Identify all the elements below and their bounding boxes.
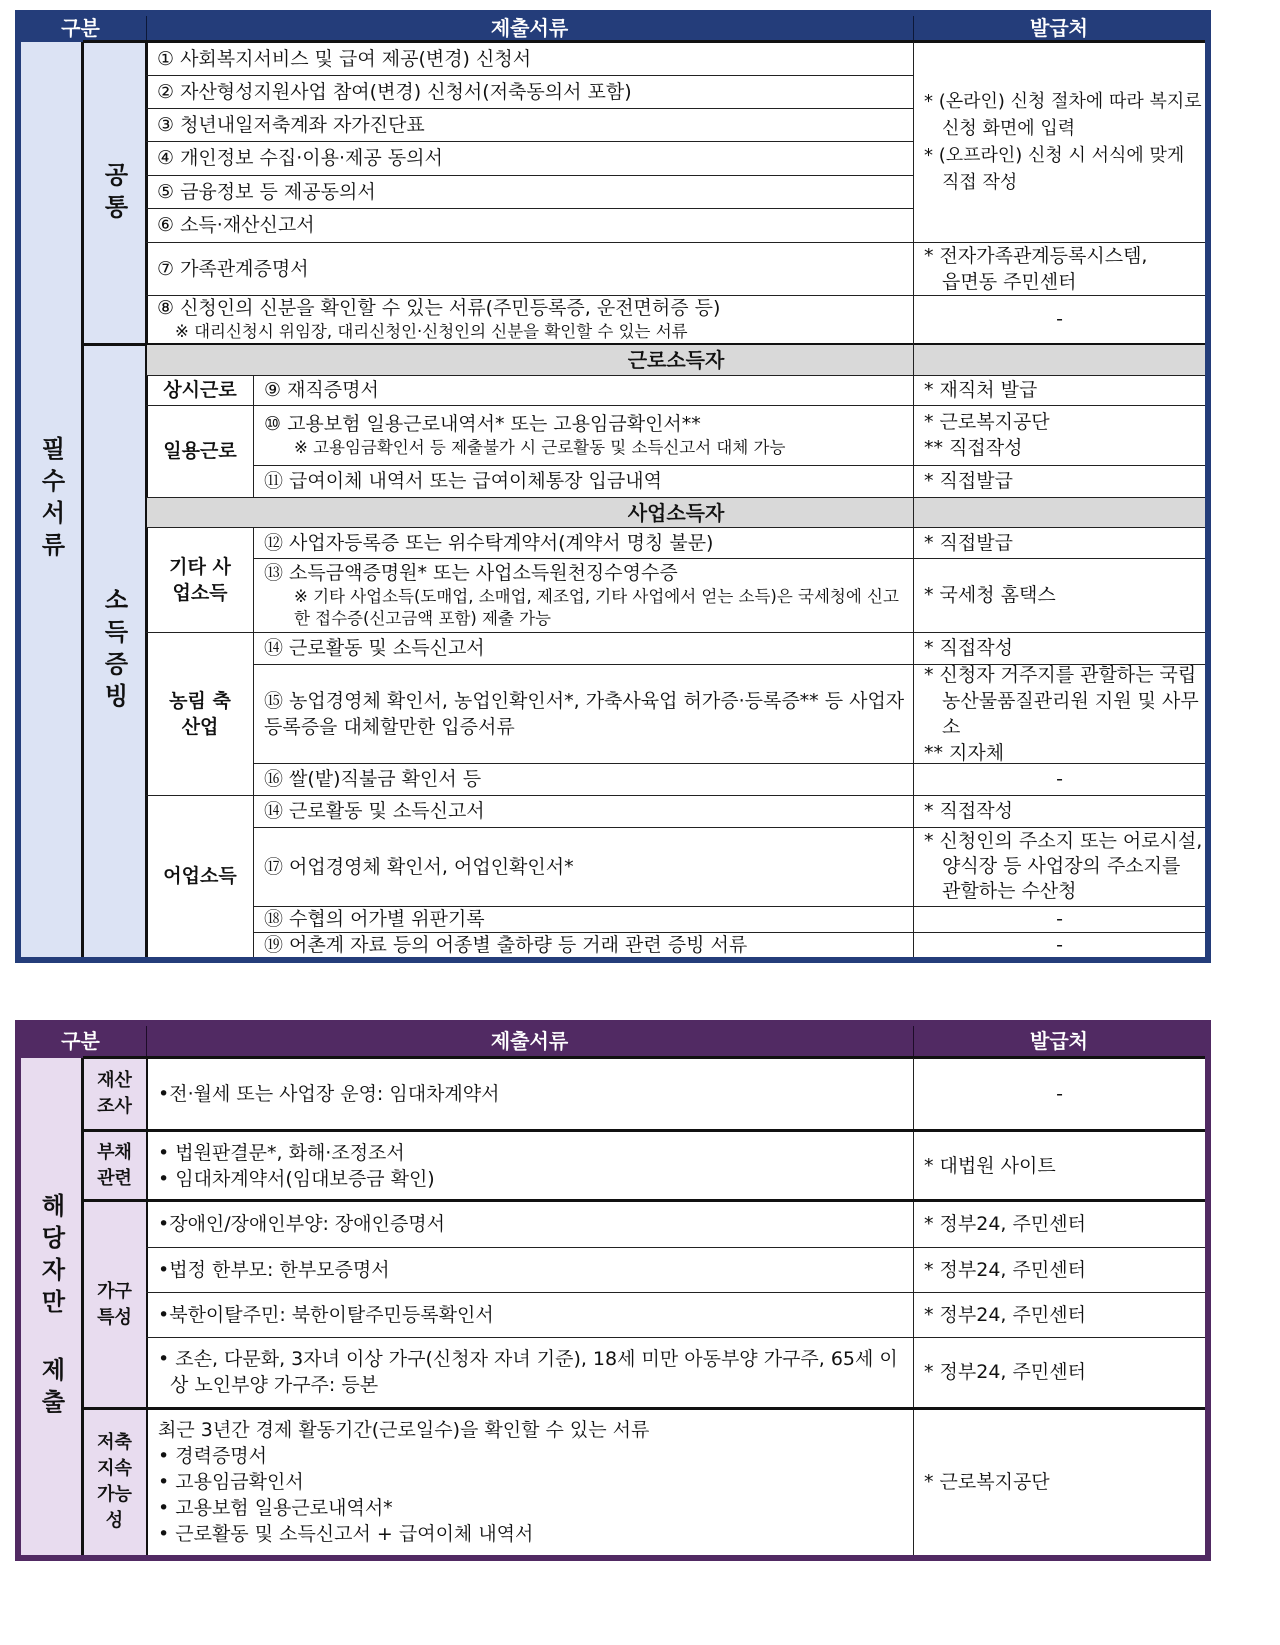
doc-row-7: ⑦ 가족관계증명서 — [157, 257, 309, 280]
issuer-line: * 근로복지공단 — [924, 411, 1050, 433]
household-item-3: • 북한이탈주민: 북한이탈주민등록확인서 — [148, 1292, 913, 1337]
header-divider — [913, 1026, 914, 1058]
label-household — [83, 1201, 146, 1408]
label-text: 저축 지속 가능 성 — [97, 1432, 132, 1531]
table2-header-category: 구분 — [61, 1028, 100, 1053]
issuer-row-19: - — [1056, 933, 1063, 956]
row-rule — [146, 108, 913, 109]
issuer-row-15 — [914, 664, 1205, 763]
debt-item: • 법원판결문*, 화해·조정조서 — [158, 1140, 405, 1166]
row-rule — [146, 141, 913, 142]
group-label-conditional: 해당자만 제출 — [37, 1192, 65, 1421]
doc-text: ⑮ 농업경영체 확인서, 농업인확인서*, 가축사육업 허가증·등록증** 등 사업자 등록증을 대체할만한 입증서류 — [264, 689, 905, 738]
issuer-common-8: - — [1056, 308, 1063, 330]
bullet-icon: • — [158, 1348, 176, 1370]
doc-row-8-text: ⑧ 신청인의 신분을 확인할 수 있는 서류(주민등록증, 운전면허증 등) — [157, 297, 721, 319]
doc-row-14b: ⑭ 근로활동 및 소득신고서 — [264, 800, 485, 822]
doc-note: ※ 기타 사업소득(도매업, 소매업, 제조업, 기타 사업에서 얻는 소득)은 국세청에 신고한 접수증(신고금액 포함) 제출 가능 — [294, 587, 899, 628]
label-fishery: 어업소득 — [163, 865, 237, 887]
doc-row-3: ③ 청년내일저축계좌 자가진단표 — [157, 113, 425, 136]
issuer-line: 직접 작성 — [942, 172, 1018, 193]
label-other-business — [147, 527, 253, 632]
label-regular-work: 상시근로 — [163, 379, 237, 401]
doc-row-11: ⑪ 급여이체 내역서 또는 급여이체통장 입금내역 — [264, 470, 662, 492]
issuer-common-1-6 — [914, 42, 1205, 242]
col-rule — [253, 527, 254, 957]
issuer-row-16: - — [1056, 768, 1063, 790]
doc-text: ⑬ 소득금액증명원* 또는 사업소득원천징수영수증 — [264, 562, 678, 584]
row-rule — [146, 208, 913, 209]
label-agriculture — [147, 632, 253, 795]
household-item-1: • 장애인/장애인부양: 장애인증명서 — [148, 1201, 913, 1247]
doc-note: ※ 고용임금확인서 등 제출불가 시 근로활동 및 소득신고서 대체 가능 — [294, 438, 786, 457]
issuer-savings: * 근로복지공단 — [924, 1471, 1050, 1493]
issuer-line: 관할하는 수산청 — [942, 880, 1077, 902]
item-text: 조손, 다문화, 3자녀 이상 가구(신청자 자녀 기준), 18세 미만 아동부양 가구주, 65세 이상 노인부양 가구주: 등본 — [170, 1348, 898, 1396]
label-text: 부채 관련 — [97, 1141, 132, 1189]
issuer-debt: * 대법원 사이트 — [924, 1154, 1056, 1177]
doc-row-17: ⑰ 어업경영체 확인서, 어업인확인서* — [264, 855, 574, 878]
savings-items — [148, 1409, 913, 1555]
label-text: 재산 조사 — [97, 1070, 132, 1117]
issuer-row-13: * 국세청 홈택스 — [924, 584, 1056, 606]
doc-row-8-note: ※ 대리신청시 위임장, 대리신청인·신청인의 신분을 확인할 수 있는 서류 — [175, 322, 688, 341]
issuer-line: ** 지자체 — [924, 741, 1005, 764]
issuer-line: 농산물품질관리원 지원 및 사무소 — [942, 689, 1199, 738]
issuer-row-14b: * 직접작성 — [924, 800, 1013, 822]
row-rule — [146, 75, 913, 76]
savings-item: • 고용임금확인서 — [158, 1469, 304, 1495]
subgroup-label-income: 소득증빙 — [100, 587, 128, 715]
issuer-row-11: * 직접발급 — [924, 470, 1013, 492]
issuer-property: - — [1056, 1083, 1063, 1105]
issuer-line: * 신청인의 주소지 또는 어로시설, — [924, 830, 1203, 852]
household-issuer-1: * 정부24, 주민센터 — [924, 1213, 1086, 1235]
band-earned-income: 근로소득자 — [147, 345, 1205, 375]
table1-header-category: 구분 — [61, 15, 100, 40]
doc-row-6: ⑥ 소득·재산신고서 — [157, 214, 315, 236]
label-text: 기타 사업소득 — [169, 555, 231, 604]
debt-items — [148, 1131, 913, 1200]
label-savings — [83, 1409, 146, 1555]
group-label-required: 필수서류 — [37, 435, 65, 564]
issuer-common-7 — [914, 242, 1205, 295]
issuer-line: 읍면동 주민센터 — [942, 270, 1077, 293]
household-issuer-3: * 정부24, 주민센터 — [924, 1303, 1086, 1326]
doc-text: ⑩ 고용보험 일용근로내역서* 또는 고용임금확인서** — [264, 413, 701, 435]
savings-item: • 근로활동 및 소득신고서 + 급여이체 내역서 — [158, 1521, 533, 1547]
issuer-line: * (오프라인) 신청 시 서식에 맞게 — [924, 145, 1185, 166]
issuer-row-18: - — [1056, 908, 1063, 930]
doc-row-15 — [254, 664, 913, 763]
savings-intro: 최근 3년간 경제 활동기간(근로일수)을 확인할 수 있는 서류 — [158, 1419, 650, 1441]
header-divider — [146, 16, 147, 42]
table2-header-documents: 제출서류 — [490, 1028, 569, 1053]
label-debt — [83, 1131, 146, 1200]
doc-row-9: ⑨ 재직증명서 — [264, 379, 379, 401]
table1-header-documents: 제출서류 — [490, 15, 569, 40]
doc-row-14a: ⑭ 근로활동 및 소득신고서 — [264, 637, 485, 659]
savings-item: • 고용보험 일용근로내역서* — [158, 1495, 393, 1521]
doc-row-5: ⑤ 금융정보 등 제공동의서 — [157, 180, 376, 203]
doc-row-13 — [254, 558, 913, 632]
household-item-4-text — [158, 1346, 905, 1398]
doc-row-8 — [147, 295, 913, 343]
issuer-row-9: * 재직처 발급 — [924, 379, 1038, 401]
col-rule — [913, 42, 914, 957]
label-text: 농림 축산업 — [169, 689, 231, 738]
issuer-row-17 — [914, 827, 1205, 906]
household-issuer-4: * 정부24, 주민센터 — [924, 1361, 1086, 1383]
debt-item: • 임대차계약서(임대보증금 확인) — [158, 1166, 435, 1192]
household-item-4 — [148, 1337, 913, 1407]
issuer-line: * (온라인) 신청 절차에 따라 복지로 — [924, 91, 1202, 112]
property-item: • 전·월세 또는 사업장 운영: 임대차계약서 — [148, 1058, 913, 1130]
issuer-line: * 신청자 거주지를 관할하는 국립 — [924, 663, 1197, 686]
doc-row-12: ⑫ 사업자등록증 또는 위수탁계약서(계약서 명칭 불문) — [264, 531, 714, 554]
doc-row-18: ⑱ 수협의 어가별 위판기록 — [264, 908, 485, 930]
issuer-row-10 — [914, 405, 1205, 465]
issuer-line: ** 직접작성 — [924, 437, 1023, 459]
issuer-row-14a: * 직접작성 — [924, 637, 1013, 659]
row-rule — [146, 175, 913, 176]
subgroup-label-common: 공통 — [100, 161, 128, 226]
table1-header-issuer: 발급처 — [1030, 15, 1088, 40]
label-property — [83, 1058, 146, 1130]
issuer-row-12: * 직접발급 — [924, 531, 1013, 554]
doc-row-16: ⑯ 쌀(밭)직불금 확인서 등 — [264, 768, 482, 790]
savings-item: • 경력증명서 — [158, 1443, 267, 1469]
doc-row-10 — [254, 405, 913, 465]
household-item-2: • 법정 한부모: 한부모증명서 — [148, 1247, 913, 1292]
issuer-line: 신청 화면에 입력 — [942, 118, 1076, 139]
col-rule — [253, 375, 254, 497]
header-divider — [913, 16, 914, 42]
household-issuer-2: * 정부24, 주민센터 — [924, 1258, 1086, 1281]
label-text: 가구 특성 — [97, 1280, 132, 1328]
issuer-line: * 전자가족관계등록시스템, — [924, 244, 1148, 267]
doc-row-19: ⑲ 어촌계 자료 등의 어종별 출하량 등 거래 관련 증빙 서류 — [264, 933, 748, 956]
col-rule — [81, 42, 84, 957]
band-business-income: 사업소득자 — [147, 498, 1205, 527]
table2-header-issuer: 발급처 — [1030, 1028, 1088, 1053]
doc-row-4: ④ 개인정보 수집·이용·제공 동의서 — [157, 147, 443, 169]
label-daily-work: 일용근로 — [163, 440, 237, 462]
doc-row-2: ② 자산형성지원사업 참여(변경) 신청서(저축동의서 포함) — [157, 80, 632, 103]
issuer-line: 양식장 등 사업장의 주소지를 — [942, 855, 1181, 877]
doc-row-1: ① 사회복지서비스 및 급여 제공(변경) 신청서 — [157, 47, 532, 70]
header-divider — [146, 1026, 147, 1058]
